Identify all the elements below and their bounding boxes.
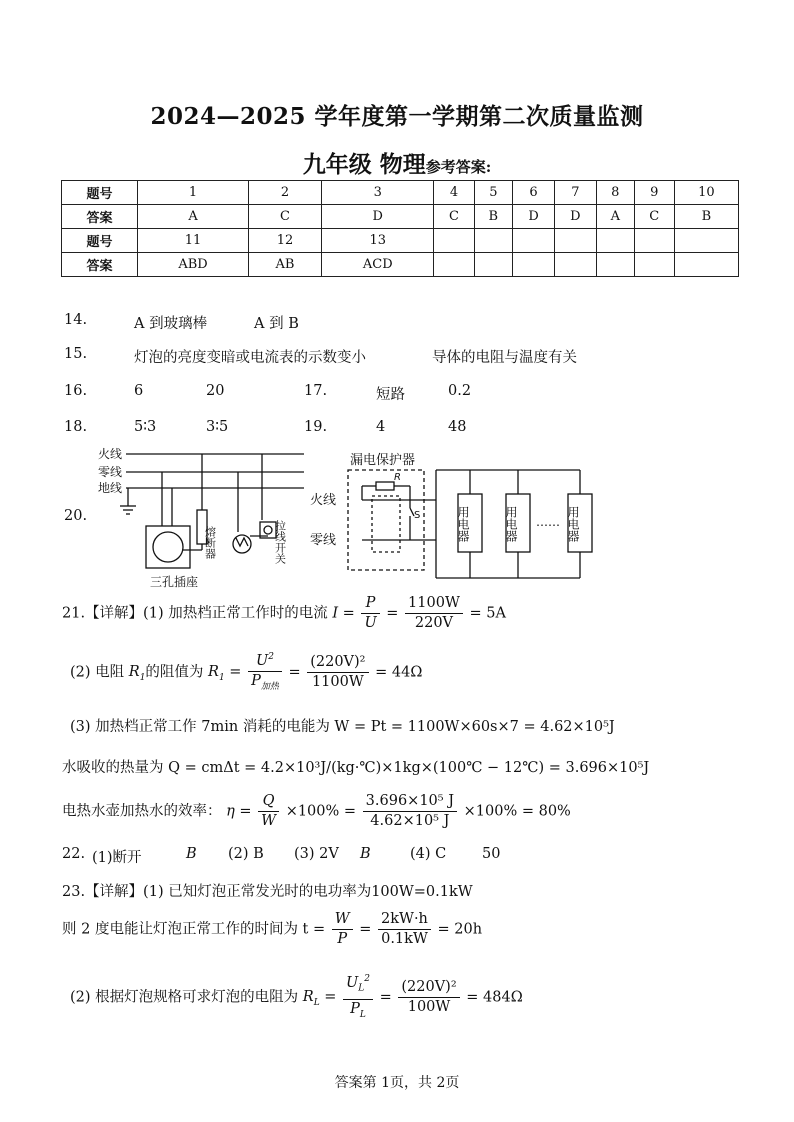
table-cell xyxy=(434,229,474,253)
table-cell xyxy=(474,253,513,277)
table-cell: 4 xyxy=(434,181,474,205)
q21-p2-head: (2) 电阻 xyxy=(70,664,125,681)
q21-p2-mid: 的阻值为 xyxy=(145,664,204,681)
table-row xyxy=(62,205,739,229)
table-cell: 6 xyxy=(513,181,555,205)
table-cell: C xyxy=(249,205,322,229)
q14-answer-b: A 到 B xyxy=(254,316,299,332)
table-cell: AB xyxy=(249,253,322,277)
q14-number: 14. xyxy=(64,312,88,328)
q23-part2: 则 2 度电能让灯泡正常工作的时间为 t = $\frac{W}{P}$ = $\frac{2kW\cdot h}{0.1kW}$ = 20h xyxy=(62,911,483,947)
frac-den: W xyxy=(261,813,277,829)
q21-p5-head: 电热水壶加热水的效率： xyxy=(62,803,222,820)
rl-symbol: $R_L$ = xyxy=(302,989,337,1009)
table-cell: B xyxy=(674,205,738,229)
frac-den: U xyxy=(364,615,377,631)
socket-label: 三孔插座 xyxy=(150,575,199,589)
table-cell: D xyxy=(554,205,596,229)
table-row xyxy=(62,253,739,277)
fuse-label: 熔断器 xyxy=(203,526,217,559)
table-row xyxy=(62,181,739,205)
table-cell xyxy=(474,229,513,253)
page-footer: 答案第 1页，共 2页 xyxy=(334,1075,460,1091)
q21-part2: (2) 电阻 $R_1$的阻值为 $R_1$ = $\frac{U^2}{P_{加热}}$ = $\frac{\text{(220V)²}}{1100W}$ = 44Ω xyxy=(70,648,422,697)
ellipsis-label: …… xyxy=(536,515,560,529)
appliance-label-1: 用电器 xyxy=(456,506,470,542)
q17-number: 17. xyxy=(304,383,328,399)
q22-item-4: (3) 2V xyxy=(294,846,339,862)
q21-p2-result: = 44Ω xyxy=(375,664,423,681)
table-cell xyxy=(434,253,474,277)
pull-switch-label: 拉线开关 xyxy=(273,520,287,564)
resistor-r-label: R xyxy=(394,472,401,483)
appliance-label-3: 用电器 xyxy=(566,506,580,542)
frac-num: W xyxy=(332,910,353,930)
q21-p5-result: ×100% = 80% xyxy=(463,803,571,820)
q21-part1: 21.【详解】(1) 加热档正常工作时的电流 I = $\frac{P}{U}$ = $\frac{1100W}{220V}$ = 5A xyxy=(62,595,506,631)
frac-den: 0.1kW xyxy=(381,931,428,947)
frac-den: 4.62×10⁵ J xyxy=(370,813,450,829)
q17-answer-b: 0.2 xyxy=(448,383,472,399)
q21-part4: 水吸收的热量为 Q = cmΔt = 4.2×10³J/(kg·℃)×1kg×(100℃ − 12℃) = 3.696×10⁵J xyxy=(62,760,650,776)
q22-item-6: (4) C xyxy=(410,846,447,862)
q23-p2-result: = 20h xyxy=(437,921,483,938)
table-cell: D xyxy=(513,205,555,229)
q20-number: 20. xyxy=(64,508,88,524)
frac-num: P xyxy=(361,594,379,614)
q15-answer-b: 导体的电阻与温度有关 xyxy=(432,350,577,366)
table-cell: C xyxy=(434,205,474,229)
q21-p5-mid: ×100% = xyxy=(285,803,357,820)
q21-part5 xyxy=(62,792,571,831)
table-cell: ACD xyxy=(322,253,434,277)
q21-part3: (3) 加热档正常工作 7min 消耗的电能为 W = Pt = 1100W×60s×7 = 4.62×10⁵J xyxy=(70,719,615,735)
r1-symbol-2: $R_1$ = xyxy=(208,664,242,684)
table-cell: 1 xyxy=(138,181,249,205)
table-cell xyxy=(513,229,555,253)
q22-item-7: 50 xyxy=(482,846,501,862)
q14-answer-a: A 到玻璃棒 xyxy=(134,316,208,332)
q23-p2-frac1 xyxy=(332,910,353,949)
q23-p3-frac1 xyxy=(343,970,373,1025)
frac-num: (220V)² xyxy=(398,978,459,998)
table-cell: 13 xyxy=(322,229,434,253)
q23-p2-frac2 xyxy=(378,910,431,949)
row-header: 题号 xyxy=(62,229,138,253)
q21-head: 21.【详解】(1) 加热档正常工作时的电流 xyxy=(62,605,328,622)
table-cell: ABD xyxy=(138,253,249,277)
row-header: 答案 xyxy=(62,253,138,277)
row-header: 题号 xyxy=(62,181,138,205)
frac-num: 1100W xyxy=(405,594,463,614)
q23-p2-head: 则 2 度电能让灯泡正常工作的时间为 t = xyxy=(62,921,326,938)
table-cell: 2 xyxy=(249,181,322,205)
q22-item-3: (2) B xyxy=(228,846,264,862)
table-cell xyxy=(596,253,634,277)
table-cell xyxy=(513,253,555,277)
table-cell: 7 xyxy=(554,181,596,205)
frac-den: 1100W xyxy=(311,673,364,690)
right-zero-label: 零线 xyxy=(310,533,337,548)
table-cell: 10 xyxy=(674,181,738,205)
frac-num: 2kW·h xyxy=(378,910,431,930)
q19-number: 19. xyxy=(304,419,328,435)
table-cell xyxy=(674,253,738,277)
frac-den: 220V xyxy=(414,615,454,631)
q21-frac2 xyxy=(405,594,463,633)
fire-line-label: 火线 xyxy=(98,447,123,461)
frac-num: $U^2$ xyxy=(248,648,282,672)
right-fire-label: 火线 xyxy=(310,493,337,508)
eta-symbol: η = xyxy=(226,803,252,820)
frac-num: (220V)² xyxy=(307,653,368,673)
q23-p3-head: (2) 根据灯泡规格可求灯泡的电阻为 xyxy=(70,989,299,1006)
q19-answer-b: 48 xyxy=(448,419,467,435)
q23-p3-result: = 484Ω xyxy=(466,989,523,1006)
protector-label: 漏电保护器 xyxy=(350,453,416,468)
q18-answer-b: 3∶5 xyxy=(206,419,229,435)
table-cell: 8 xyxy=(596,181,634,205)
q16-answer-b: 20 xyxy=(206,383,225,399)
q18-number: 18. xyxy=(64,419,88,435)
ground-line-label: 地线 xyxy=(98,481,123,495)
page-title: 2024—2025 学年度第一学期第二次质量监测 xyxy=(150,103,644,130)
q23-part3: (2) 根据灯泡规格可求灯泡的电阻为 $R_L$ = $\frac{U_L^2}{P_L}$ = $\frac{\text{(220V)²}}{100W}$ = 484Ω xyxy=(70,970,523,1025)
table-row xyxy=(62,229,739,253)
q19-answer-a: 4 xyxy=(376,419,386,435)
q22-item-2: B xyxy=(186,846,197,862)
frac-den: P xyxy=(337,931,348,947)
q21-p2-frac1 xyxy=(248,648,282,697)
q21-frac1 xyxy=(361,594,379,633)
frac-den: $P_L$ xyxy=(350,1000,366,1020)
frac-den: $P_{加热}$ xyxy=(251,672,279,692)
table-cell xyxy=(634,253,674,277)
q23-part1: 23.【详解】(1) 已知灯泡正常发光时的电功率为100W=0.1kW xyxy=(62,884,473,900)
table-cell: C xyxy=(634,205,674,229)
table-cell: 11 xyxy=(138,229,249,253)
home-circuit-diagram xyxy=(90,440,310,592)
table-cell: 5 xyxy=(474,181,513,205)
table-cell xyxy=(674,229,738,253)
table-cell xyxy=(554,253,596,277)
q21-f1-result: = 5A xyxy=(469,605,506,622)
table-cell: D xyxy=(322,205,434,229)
table-cell: B xyxy=(474,205,513,229)
table-cell xyxy=(596,229,634,253)
r1-symbol: $R_1$ xyxy=(128,664,146,684)
table-cell: 12 xyxy=(249,229,322,253)
subtitle-small: 参考答案: xyxy=(425,158,492,176)
table-cell xyxy=(554,229,596,253)
table-cell: A xyxy=(596,205,634,229)
page-subtitle xyxy=(0,146,794,179)
table-cell: 9 xyxy=(634,181,674,205)
frac-den: 100W xyxy=(407,998,451,1015)
frac-num: 3.696×10⁵ J xyxy=(363,792,457,812)
row-header: 答案 xyxy=(62,205,138,229)
q15-number: 15. xyxy=(64,346,88,362)
q21-p2-frac2 xyxy=(307,653,368,692)
frac-num: $U_L^2$ xyxy=(343,970,373,1000)
frac-num: Q xyxy=(258,792,279,812)
q17-answer-a: 短路 xyxy=(376,387,405,403)
q21-f1-lhs: I = xyxy=(332,605,355,622)
q21-p5-frac2 xyxy=(363,792,457,831)
table-cell xyxy=(634,229,674,253)
leakage-protector-diagram xyxy=(306,446,606,582)
q18-answer-a: 5∶3 xyxy=(134,419,157,435)
q22-number: 22. xyxy=(62,846,86,862)
appliance-label-2: 用电器 xyxy=(504,506,518,542)
q23-p3-frac2 xyxy=(398,978,459,1017)
q16-number: 16. xyxy=(64,383,88,399)
table-cell: A xyxy=(138,205,249,229)
q22-item-1: (1)断开 xyxy=(92,850,142,866)
answer-table xyxy=(61,180,739,277)
table-cell: 3 xyxy=(322,181,434,205)
switch-s-label: S xyxy=(414,510,421,521)
zero-line-label: 零线 xyxy=(98,465,123,479)
q15-answer-a: 灯泡的亮度变暗或电流表的示数变小 xyxy=(134,350,366,366)
q16-answer-a: 6 xyxy=(134,383,144,399)
q21-p5-frac1 xyxy=(258,792,279,831)
q22-item-5: B xyxy=(360,846,371,862)
subtitle-main: 九年级 物理 xyxy=(302,151,426,178)
